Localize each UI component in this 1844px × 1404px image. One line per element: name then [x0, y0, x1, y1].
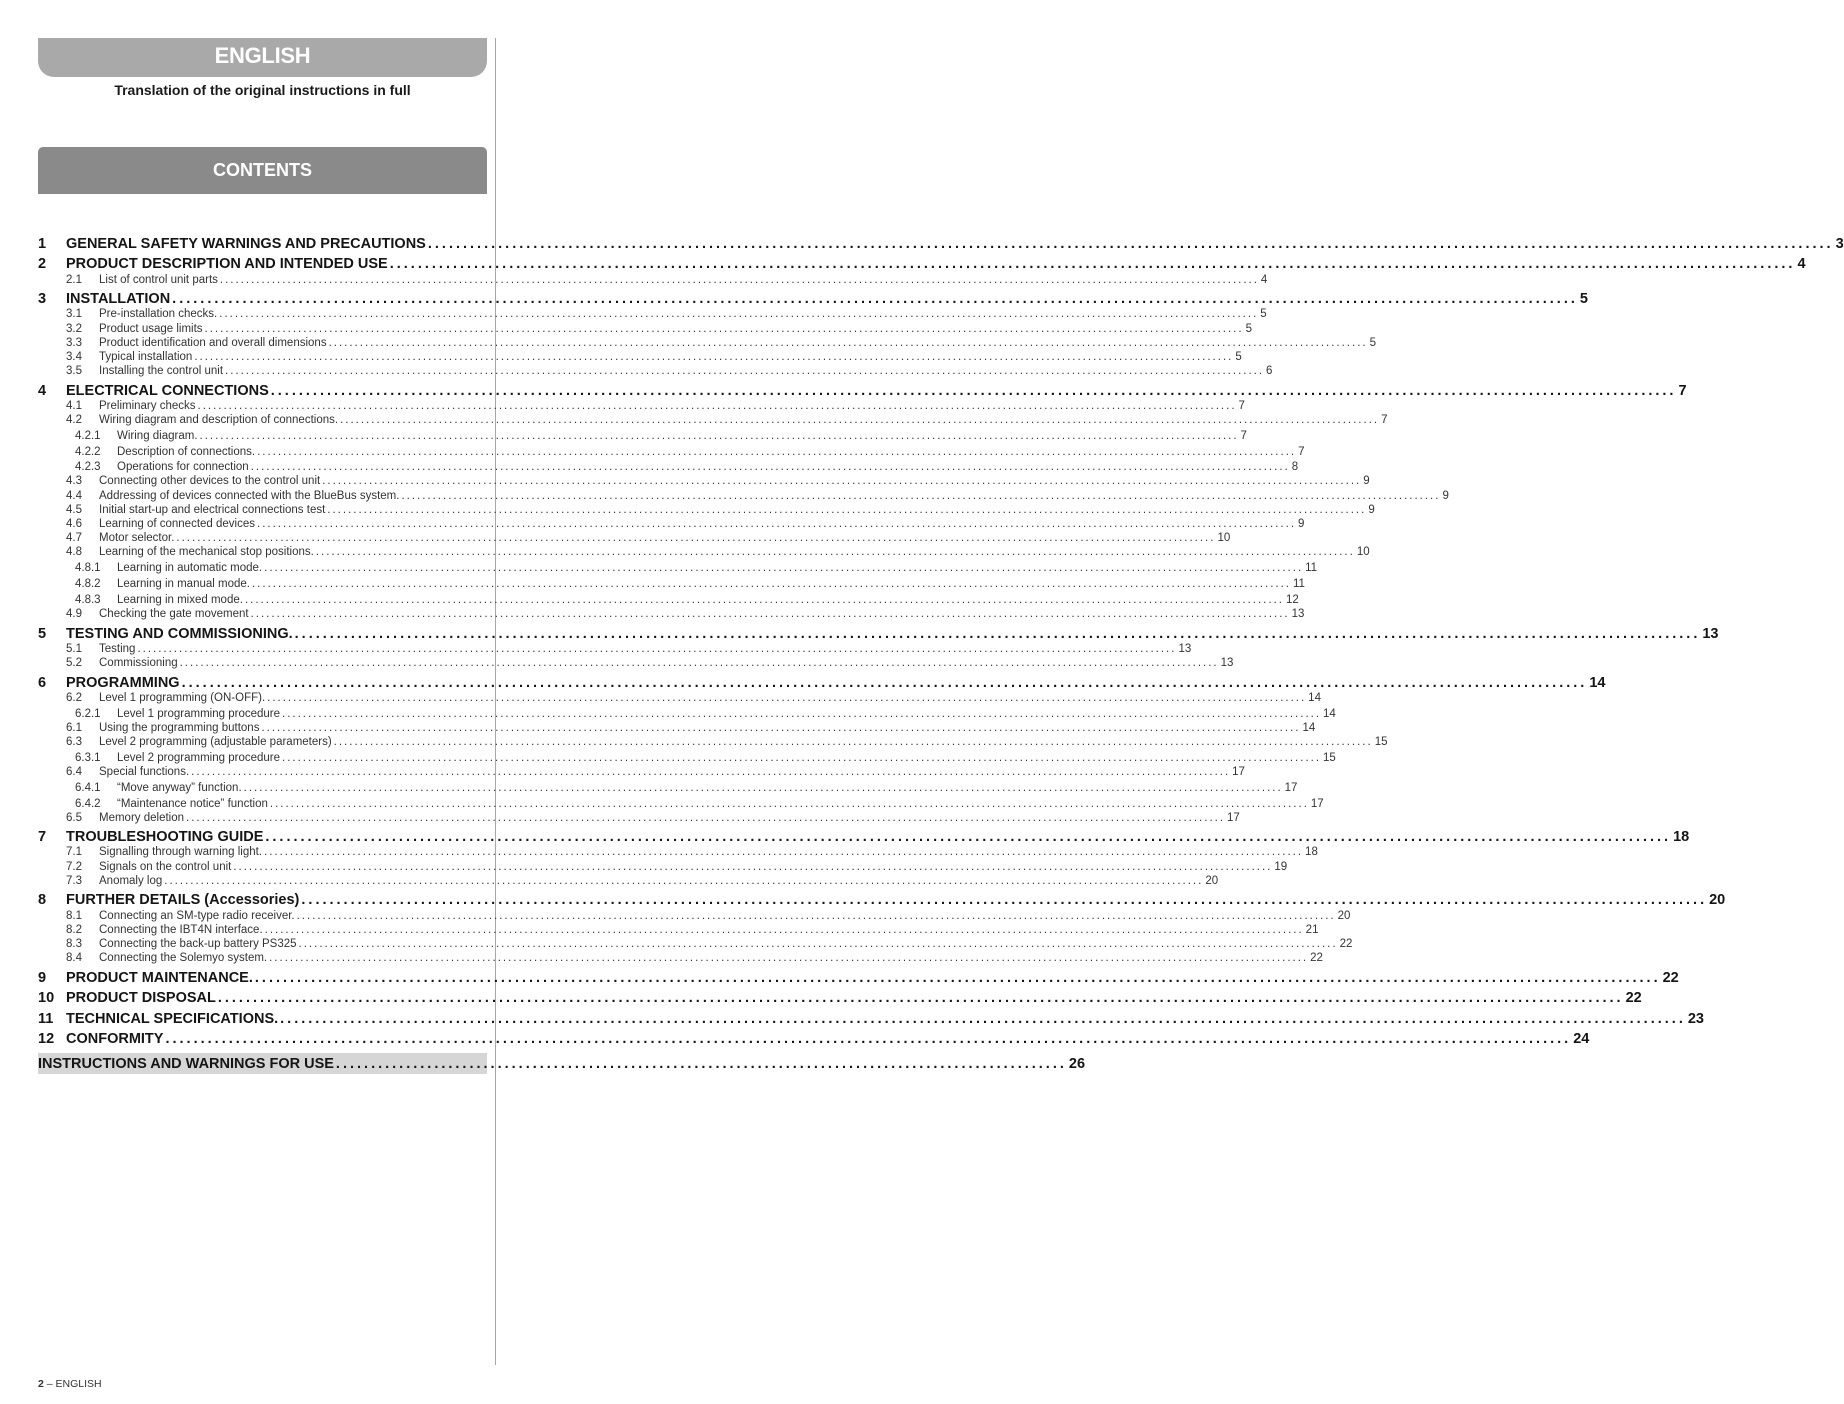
toc-dot-leader: ........................................................................................................................................................................................................: [204, 323, 1244, 335]
toc-entry-number: 2.1: [66, 274, 82, 286]
toc-dot-leader: ........................................................................................................................................................................................................: [294, 626, 1701, 642]
toc-entry-title: Memory deletion: [99, 812, 185, 824]
toc-entry-number: 4.3: [66, 475, 82, 487]
toc-dot-leader: ........................................................................................................................................................................................................: [244, 594, 1284, 606]
toc-entry-page: 7: [1238, 400, 1245, 412]
toc-entry-page: 7: [1298, 446, 1305, 458]
toc-entry-number: 5.2: [66, 657, 82, 669]
toc-entry-title: List of control unit parts: [99, 274, 218, 286]
toc-entry-title: PRODUCT DESCRIPTION AND INTENDED USE: [66, 256, 388, 272]
toc-entry-page: 4: [1797, 256, 1806, 272]
toc-entry-page: 18: [1305, 846, 1318, 858]
toc-entry-page: 10: [1217, 532, 1231, 544]
instructions-bar[interactable]: [38, 1053, 1086, 1074]
toc-entry-page: 22: [1662, 970, 1679, 986]
toc-dot-leader: ........................................................................................................................................................................................................: [282, 708, 1322, 720]
toc-entry-page: 7: [1240, 430, 1247, 442]
toc-entry[interactable]: [38, 558, 1318, 574]
toc-entry[interactable]: [38, 604, 1305, 620]
toc-entry-number: 4.2.1: [75, 430, 101, 442]
toc-entry-page: 13: [1702, 626, 1719, 642]
toc-entry-page: 6: [1266, 365, 1273, 377]
toc-entry-number: 4.7: [66, 532, 82, 544]
toc-entry-page: 20: [1709, 892, 1726, 908]
toc-entry-number: 4.2.2: [75, 446, 101, 458]
toc-entry-number: 4: [38, 383, 47, 399]
toc-dot-leader: ........................................................................................................................................................................................................: [165, 1031, 1572, 1047]
toc-entry[interactable]: [38, 410, 1388, 426]
toc-entry-number: 8.4: [66, 952, 82, 964]
toc-dot-leader: ........................................................................................................................................................................................................: [243, 782, 1283, 794]
toc-dot-leader: ........................................................................................................................................................................................................: [176, 532, 1216, 544]
toc-entry[interactable]: [38, 361, 1273, 377]
toc-entry-page: 17: [1284, 782, 1298, 794]
toc-dot-leader: ........................................................................................................: [335, 1056, 1067, 1072]
toc-entry-number: 3.1: [66, 308, 82, 320]
toc-entry-title: INSTALLATION: [66, 291, 171, 307]
toc-entry-title: Signalling through warning light.: [99, 846, 263, 858]
toc-entry-number: 6.4.2: [75, 798, 101, 810]
page-footer: [38, 1378, 102, 1390]
toc-entry-number: 4.6: [66, 518, 82, 530]
toc-dot-leader: ........................................................................................................................................................................................................: [301, 892, 1708, 908]
toc-entry-page: 26: [1068, 1056, 1086, 1072]
toc-entry[interactable]: [38, 1029, 1590, 1047]
toc-entry-page: 7: [1381, 414, 1388, 426]
toc-entry-title: Learning in manual mode.: [117, 578, 250, 590]
toc-entry-number: 12: [38, 1031, 55, 1047]
toc-entry-page: 21: [1305, 924, 1319, 936]
toc-entry-page: 11: [1305, 562, 1318, 574]
toc-entry[interactable]: [38, 442, 1305, 458]
toc-entry-number: 6.3.1: [75, 752, 101, 764]
translation-note: Translation of the original instructions in full: [114, 82, 411, 98]
toc-entry-page: 14: [1589, 675, 1606, 691]
toc-entry[interactable]: [38, 968, 1679, 986]
toc-entry[interactable]: [38, 471, 1370, 487]
toc-dot-leader: ........................................................................................................................................................................................................: [333, 736, 1373, 748]
toc-dot-leader: ........................................................................................................................................................................................................: [199, 430, 1239, 442]
toc-entry-number: 7.1: [66, 846, 82, 858]
toc-entry-page: 15: [1323, 752, 1336, 764]
toc-entry-number: 3.2: [66, 323, 82, 335]
toc-entry-page: 8: [1291, 461, 1299, 473]
toc-dot-leader: ........................................................................................................................................................................................................: [328, 337, 1368, 349]
toc-entry-number: 3.3: [66, 337, 82, 349]
toc-entry-number: 6.2: [66, 692, 82, 704]
toc-entry-number: 4.2: [66, 414, 82, 426]
toc-entry-page: 15: [1374, 736, 1388, 748]
toc-entry-page: 14: [1323, 708, 1336, 720]
toc-entry-number: 6.2.1: [75, 708, 101, 720]
toc-dot-leader: ........................................................................................................................................................................................................: [219, 274, 1259, 286]
toc-entry-number: 5: [38, 626, 47, 642]
toc-dot-leader: ........................................................................................................................................................................................................: [298, 938, 1338, 950]
toc-dot-leader: ........................................................................................................................................................................................................: [261, 722, 1301, 734]
toc-entry-title: Wiring diagram and description of connections.: [99, 414, 339, 426]
toc-dot-leader: ........................................................................................................................................................................................................: [254, 970, 1661, 986]
toc-entry-page: 9: [1298, 518, 1305, 530]
toc-dot-leader: ........................................................................................................................................................................................................: [257, 446, 1297, 458]
toc-dot-leader: ........................................................................................................................................................................................................: [217, 990, 1624, 1006]
toc-entry-number: 5.1: [66, 643, 82, 655]
toc-entry-page: 14: [1308, 692, 1321, 704]
toc-entry-page: 17: [1227, 812, 1240, 824]
toc-entry-page: 19: [1274, 861, 1288, 873]
toc-entry-number: 8.2: [66, 924, 82, 936]
toc-entry-title: Connecting the back-up battery PS325: [99, 938, 297, 950]
language-banner: ENGLISH: [38, 38, 487, 77]
toc-entry-title: Operations for connection: [117, 461, 249, 473]
toc-entry-title: PRODUCT MAINTENANCE.: [66, 970, 253, 986]
toc-entry-page: 11: [1293, 578, 1305, 590]
toc-dot-leader: ........................................................................................................................................................................................................: [257, 518, 1297, 530]
toc-entry-page: 5: [1579, 291, 1588, 307]
toc-entry-title: Level 2 programming procedure: [117, 752, 281, 764]
toc-entry-number: 4.1: [66, 400, 82, 412]
toc-entry-number: 6.4.1: [75, 782, 101, 794]
toc-entry-instructions[interactable]: [38, 1054, 1086, 1072]
toc-dot-leader: ........................................................................................................................................................................................................: [322, 475, 1362, 487]
toc-entry-number: 6: [38, 675, 47, 691]
toc-entry-title: Product identification and overall dimensions: [99, 337, 327, 349]
toc-dot-leader: ........................................................................................................................................................................................................: [427, 236, 1834, 252]
toc-dot-leader: ........................................................................................................................................................................................................: [389, 256, 1796, 272]
toc-entry-number: 4.5: [66, 504, 82, 516]
toc-dot-leader: ........................................................................................................................................................................................................: [267, 692, 1307, 704]
toc-dot-leader: ........................................................................................................................................................................................................: [250, 461, 1290, 473]
toc-entry-number: 4.8.3: [75, 594, 101, 606]
toc-entry[interactable]: [38, 871, 1219, 887]
toc-entry-title: Connecting other devices to the control unit: [99, 475, 321, 487]
toc-dot-leader: ........................................................................................................................................................................................................: [197, 400, 1237, 412]
toc-entry-page: 20: [1205, 875, 1219, 887]
toc-entry-page: 9: [1442, 490, 1449, 502]
toc-entry-title: Connecting the Solemyo system.: [99, 952, 268, 964]
toc-entry-number: 7.3: [66, 875, 82, 887]
toc-entry-number: 8: [38, 892, 47, 908]
toc-entry-title: Commissioning: [99, 657, 178, 669]
toc-entry-title: TROUBLESHOOTING GUIDE: [66, 829, 264, 845]
toc-entry-number: 1: [38, 236, 47, 252]
toc-entry-number: 8.3: [66, 938, 82, 950]
toc-entry-title: Pre-installation checks.: [99, 308, 218, 320]
toc-dot-leader: ........................................................................................................................................................................................................: [401, 490, 1441, 502]
toc-dot-leader: ........................................................................................................................................................................................................: [191, 766, 1231, 778]
toc-entry-page: 22: [1310, 952, 1323, 964]
toc-entry[interactable]: [38, 234, 1844, 252]
toc-dot-leader: ........................................................................................................................................................................................................: [340, 414, 1380, 426]
toc-entry-page: 24: [1573, 1031, 1590, 1047]
toc-entry-page: 13: [1220, 657, 1234, 669]
toc-dot-leader: ........................................................................................................................................................................................................: [264, 924, 1304, 936]
toc-entry-page: 13: [1291, 608, 1305, 620]
toc-entry-title: Learning of the mechanical stop positions.: [99, 546, 314, 558]
toc-dot-leader: ........................................................................................................................................................................................................: [225, 365, 1265, 377]
toc-entry[interactable]: [38, 270, 1268, 286]
toc-entry-title: Level 1 programming (ON-OFF).: [99, 692, 266, 704]
toc-entry-title: Typical installation: [99, 351, 193, 363]
toc-entry-title: FURTHER DETAILS (Accessories): [66, 892, 300, 908]
toc-dot-leader: ........................................................................................................................................................................................................: [233, 861, 1273, 873]
toc-entry-number: 7: [38, 829, 47, 845]
toc-entry-number: 4.2.3: [75, 461, 101, 473]
toc-entry-page: 22: [1625, 990, 1642, 1006]
toc-entry-number: 7.2: [66, 861, 82, 873]
toc-entry[interactable]: [38, 948, 1323, 964]
toc-entry-title: Testing: [99, 643, 136, 655]
footer-page-number: 2: [38, 1378, 44, 1390]
toc-entry-title: Description of connections.: [117, 446, 256, 458]
toc-entry-number: 2: [38, 256, 47, 272]
toc-dot-leader: ........................................................................................................................................................................................................: [250, 608, 1290, 620]
toc-entry-title: PROGRAMMING: [66, 675, 180, 691]
toc-dot-leader: ........................................................................................................................................................................................................: [186, 812, 1226, 824]
toc-entry[interactable]: [38, 574, 1305, 590]
toc-entry-number: 3: [38, 291, 47, 307]
toc-entry-number: 4.8.2: [75, 578, 101, 590]
toc-entry-title: Connecting the IBT4N interface.: [99, 924, 263, 936]
toc-entry-number: 4.8.1: [75, 562, 101, 574]
toc-entry-title: Learning in automatic mode.: [117, 562, 263, 574]
toc-entry-page: 17: [1310, 798, 1324, 810]
toc-entry-title: Signals on the control unit: [99, 861, 232, 873]
toc-entry-title: TECHNICAL SPECIFICATIONS.: [66, 1011, 279, 1027]
toc-entry-title: Motor selector.: [99, 532, 175, 544]
toc-entry-number: 3.4: [66, 351, 82, 363]
toc-entry-title: “Move anyway” function.: [117, 782, 242, 794]
toc-entry-page: 10: [1356, 546, 1370, 558]
toc-entry-page: 3: [1835, 236, 1844, 252]
toc-entry-title: Product usage limits: [99, 323, 203, 335]
toc-entry-page: 5: [1260, 308, 1267, 320]
toc-dot-leader: ........................................................................................................................................................................................................: [172, 291, 1578, 307]
toc-entry-title: ELECTRICAL CONNECTIONS: [66, 383, 269, 399]
toc-entry-page: 7: [1678, 383, 1687, 399]
toc-entry-number: 4.8: [66, 546, 82, 558]
toc-entry-title: Learning of connected devices: [99, 518, 255, 530]
toc-dot-leader: ........................................................................................................................................................................................................: [296, 910, 1336, 922]
toc-dot-leader: ........................................................................................................................................................................................................: [179, 657, 1219, 669]
toc-entry-title: Wiring diagram.: [117, 430, 198, 442]
toc-entry-page: 12: [1285, 594, 1299, 606]
toc-entry-number: 3.5: [66, 365, 82, 377]
toc-entry-title: Level 1 programming procedure: [117, 708, 281, 720]
toc-dot-leader: ........................................................................................................................................................................................................: [137, 643, 1177, 655]
toc-entry-page: 22: [1339, 938, 1353, 950]
toc-entry[interactable]: [38, 542, 1370, 558]
toc-entry-number: 6.3: [66, 736, 82, 748]
toc-entry-page: 4: [1260, 274, 1268, 286]
toc-dot-leader: ........................................................................................................................................................................................................: [164, 875, 1204, 887]
toc-entry-page: 9: [1363, 475, 1370, 487]
toc-entry-page: 9: [1368, 504, 1375, 516]
toc-dot-leader: ........................................................................................................................................................................................................: [315, 546, 1355, 558]
toc-entry-page: 20: [1337, 910, 1351, 922]
toc-dot-leader: ........................................................................................................................................................................................................: [251, 578, 1291, 590]
toc-entry-title: Level 2 programming (adjustable parameters): [99, 736, 332, 748]
toc-entry-title: PRODUCT DISPOSAL: [66, 990, 216, 1006]
toc-entry[interactable]: [38, 1009, 1704, 1027]
toc-entry-number: 10: [38, 990, 55, 1006]
toc-entry-title: CONFORMITY: [66, 1031, 164, 1047]
toc-entry[interactable]: [38, 653, 1234, 669]
toc-entry-number: 8.1: [66, 910, 82, 922]
toc-entry-title: Addressing of devices connected with the BlueBus system.: [99, 490, 400, 502]
toc-entry-number: 6.4: [66, 766, 82, 778]
toc-dot-leader: ........................................................................................................................................................................................................: [181, 675, 1588, 691]
contents-heading: CONTENTS: [38, 147, 487, 194]
toc-entry-title: Special functions.: [99, 766, 190, 778]
toc-entry-title: Initial start-up and electrical connections test: [99, 504, 326, 516]
toc-entry[interactable]: [38, 842, 1318, 858]
toc-entry-title: Learning in mixed mode.: [117, 594, 243, 606]
toc-dot-leader: ........................................................................................................................................................................................................: [327, 504, 1367, 516]
toc-entry-title: INSTRUCTIONS AND WARNINGS FOR USE: [38, 1056, 334, 1072]
toc-entry-title: “Maintenance notice” function: [117, 798, 268, 810]
toc-entry-title: Anomaly log: [99, 875, 163, 887]
toc-entry-title: Installing the control unit: [99, 365, 224, 377]
toc-entry-page: 14: [1302, 722, 1316, 734]
toc-entry-number: 6.5: [66, 812, 82, 824]
toc-entry-title: Connecting an SM-type radio receiver.: [99, 910, 295, 922]
toc-dot-leader: ........................................................................................................................................................................................................: [264, 562, 1304, 574]
toc-dot-leader: ........................................................................................................................................................................................................: [270, 383, 1677, 399]
toc-dot-leader: ........................................................................................................................................................................................................: [269, 952, 1309, 964]
toc-dot-leader: ........................................................................................................................................................................................................: [219, 308, 1259, 320]
toc-entry[interactable]: [38, 688, 1321, 704]
toc-entry[interactable]: [38, 808, 1240, 824]
toc-entry-page: 18: [1673, 829, 1690, 845]
toc-entry-title: Preliminary checks: [99, 400, 196, 412]
footer-language: ENGLISH: [55, 1378, 102, 1390]
toc-dot-leader: ........................................................................................................................................................................................................: [194, 351, 1234, 363]
toc-entry-number: 11: [38, 1011, 54, 1027]
toc-entry-page: 17: [1232, 766, 1245, 778]
toc-entry-page: 5: [1245, 323, 1252, 335]
toc-entry-number: 4.9: [66, 608, 82, 620]
toc-dot-leader: ........................................................................................................................................................................................................: [269, 798, 1309, 810]
toc-entry-page: 23: [1687, 1011, 1704, 1027]
toc-dot-leader: ........................................................................................................................................................................................................: [265, 829, 1672, 845]
toc-entry[interactable]: [38, 988, 1642, 1006]
toc-entry-number: 9: [38, 970, 47, 986]
toc-entry-title: GENERAL SAFETY WARNINGS AND PRECAUTIONS: [66, 236, 426, 252]
toc-entry-title: Checking the gate movement: [99, 608, 249, 620]
toc-entry-title: Using the programming buttons: [99, 722, 260, 734]
toc-entry-page: 13: [1178, 643, 1192, 655]
toc-entry-page: 5: [1235, 351, 1242, 363]
toc-entry-title: TESTING AND COMMISSIONING.: [66, 626, 293, 642]
toc-entry[interactable]: [38, 778, 1298, 794]
toc-dot-leader: ........................................................................................................................................................................................................: [264, 846, 1304, 858]
toc-entry[interactable]: [38, 762, 1245, 778]
toc-entry-page: 5: [1369, 337, 1376, 349]
toc-entry-number: 6.1: [66, 722, 82, 734]
toc-entry[interactable]: [38, 426, 1247, 442]
footer-separator: –: [43, 1378, 56, 1390]
toc-dot-leader: ........................................................................................................................................................................................................: [282, 752, 1322, 764]
toc-entry[interactable]: [38, 304, 1267, 320]
toc-dot-leader: ........................................................................................................................................................................................................: [280, 1011, 1686, 1027]
toc-entry-number: 4.4: [66, 490, 82, 502]
toc-entry[interactable]: [38, 732, 1388, 748]
